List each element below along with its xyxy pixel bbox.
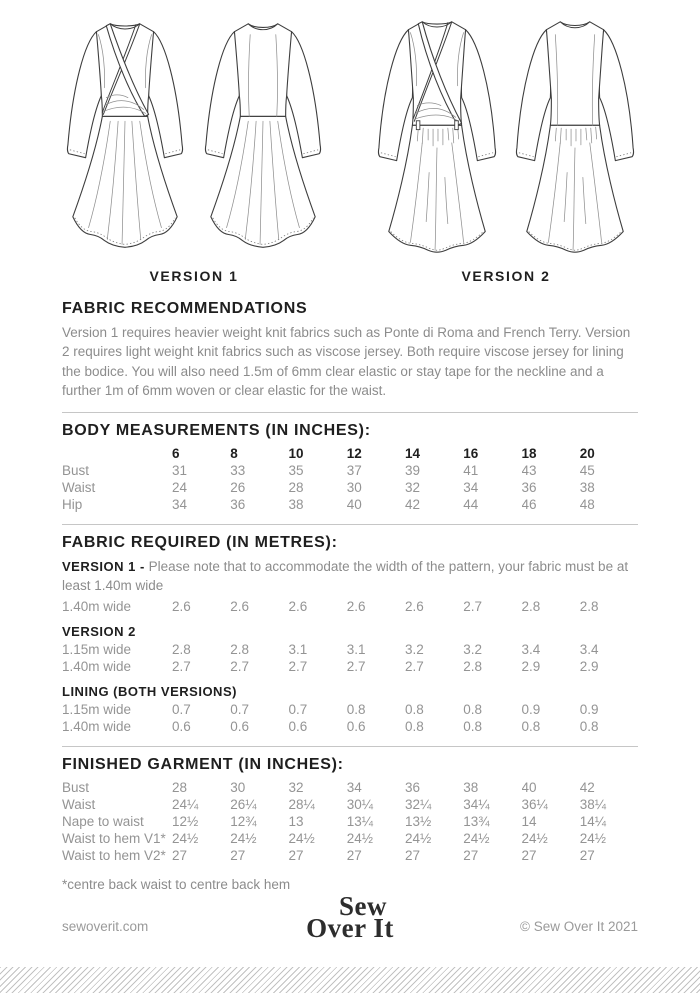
table-cell: 0.6 — [346, 719, 366, 735]
table-row — [62, 796, 638, 813]
logo-line-2: Over It — [306, 913, 394, 944]
copyright-text: © Sew Over It 2021 — [520, 919, 638, 934]
table-cell: 24½ — [405, 831, 432, 847]
version-1-back-illustration — [199, 14, 327, 262]
table-cell: 12¾ — [230, 814, 257, 830]
table-cell: 37 — [346, 462, 362, 478]
row-label: 1.15m wide — [62, 642, 132, 658]
version-2-back-illustration — [511, 14, 639, 262]
table-row — [62, 847, 638, 864]
table-cell: 0.9 — [521, 702, 541, 718]
table-cell: 39 — [405, 462, 421, 478]
table-cell: 2.8 — [463, 659, 483, 675]
table-cell: 2.9 — [579, 659, 599, 675]
table-cell: 32 — [288, 780, 304, 796]
table-cell: 32¼ — [405, 797, 432, 813]
table-cell: 0.9 — [579, 702, 599, 718]
table-row — [62, 479, 638, 496]
table-cell: 2.8 — [230, 642, 250, 658]
table-cell: 35 — [288, 462, 304, 478]
table-cell: 0.6 — [172, 719, 191, 735]
table-cell: 27 — [230, 848, 246, 864]
fabric-recommendations-heading: FABRIC RECOMMENDATIONS — [62, 300, 308, 317]
table-cell: 30 — [230, 780, 246, 796]
size-header-cell: 18 — [521, 445, 537, 461]
size-header-cell: 8 — [230, 445, 238, 461]
row-label: Waist to hem V1* — [62, 831, 166, 847]
table-cell: 34¼ — [463, 797, 490, 813]
table-cell: 40 — [346, 496, 362, 512]
table-row — [62, 813, 638, 830]
table-cell: 30 — [346, 479, 362, 495]
fabric-recommendations-section — [62, 300, 638, 401]
body-measurements-section — [62, 422, 638, 513]
version-1-front-illustration — [61, 14, 189, 262]
table-row — [62, 462, 638, 479]
row-label: 1.40m wide — [62, 599, 132, 615]
table-cell: 27 — [521, 848, 537, 864]
table-cell: 38¼ — [579, 797, 607, 813]
fabric-required-v2-table — [62, 641, 638, 675]
table-cell: 40 — [521, 780, 537, 796]
table-cell: 26 — [230, 479, 246, 495]
table-cell: 24½ — [521, 831, 548, 847]
table-cell: 2.8 — [579, 599, 599, 615]
row-label: Nape to waist — [62, 814, 144, 830]
table-cell: 0.8 — [579, 719, 599, 735]
table-cell: 2.9 — [521, 659, 541, 675]
body-measurements-table — [62, 445, 638, 513]
version-2-subheading: VERSION 2 — [62, 624, 136, 640]
finished-garment-footnote: *centre back waist to centre back hem — [62, 877, 291, 893]
table-cell: 44 — [463, 496, 479, 512]
version-1-note — [62, 557, 638, 596]
row-label: 1.40m wide — [62, 659, 132, 675]
lining-subheading: LINING (BOTH VERSIONS) — [62, 684, 237, 700]
table-cell: 0.8 — [405, 702, 424, 718]
table-row — [62, 830, 638, 847]
table-cell: 0.6 — [230, 719, 250, 735]
row-label: Bust — [62, 462, 90, 478]
table-cell: 3.1 — [346, 642, 366, 658]
table-cell: 26¼ — [230, 797, 257, 813]
table-cell: 3.2 — [405, 642, 424, 658]
table-cell: 24½ — [346, 831, 374, 847]
version-1-note-text: Please note that to accommodate the width of the pattern, your fabric must be at least 1.40m wide — [62, 558, 629, 594]
table-cell: 38 — [288, 496, 304, 512]
table-cell: 34 — [463, 479, 479, 495]
decorative-stripes — [0, 967, 700, 993]
size-header-cell: 12 — [346, 445, 362, 461]
website-link[interactable]: sewoverit.com — [62, 919, 149, 934]
table-cell: 0.8 — [463, 719, 483, 735]
size-header-cell: 6 — [172, 445, 180, 461]
table-cell: 27 — [463, 848, 479, 864]
size-header-cell: 16 — [463, 445, 479, 461]
table-cell: 24½ — [579, 831, 607, 847]
footer — [62, 891, 638, 953]
row-label: Waist — [62, 797, 96, 813]
table-cell: 32 — [405, 479, 421, 495]
fabric-required-heading: FABRIC REQUIRED (IN METRES): — [62, 533, 338, 551]
table-cell: 0.8 — [346, 702, 366, 718]
table-cell: 36 — [405, 780, 421, 796]
version-1-subheading: VERSION 1 - — [62, 558, 145, 574]
logo-line-1: Sew — [338, 891, 387, 921]
size-header-cell: 10 — [288, 445, 304, 461]
garment-illustrations — [0, 0, 700, 284]
table-cell: 13¼ — [346, 814, 374, 830]
row-label: 1.40m wide — [62, 719, 132, 735]
table-row — [62, 718, 638, 735]
content — [0, 300, 700, 892]
table-cell: 2.7 — [288, 659, 308, 675]
table-cell: 27 — [346, 848, 362, 864]
table-cell: 2.6 — [172, 599, 191, 615]
row-label: Bust — [62, 780, 90, 796]
row-label: Hip — [62, 496, 83, 512]
table-cell: 42 — [579, 780, 595, 796]
table-row — [62, 598, 638, 615]
table-cell: 0.8 — [463, 702, 483, 718]
size-header-row — [62, 445, 638, 462]
table-cell: 31 — [172, 462, 188, 478]
table-cell: 13¾ — [463, 814, 490, 830]
table-cell: 2.7 — [346, 659, 366, 675]
table-cell: 46 — [521, 496, 537, 512]
table-cell: 27 — [579, 848, 595, 864]
size-header-cell: 20 — [579, 445, 595, 461]
table-cell: 24½ — [288, 831, 315, 847]
table-cell: 28¼ — [288, 797, 315, 813]
table-cell: 2.7 — [463, 599, 483, 615]
divider — [62, 412, 638, 413]
table-row — [62, 641, 638, 658]
table-cell: 3.4 — [579, 642, 599, 658]
table-cell: 24½ — [230, 831, 257, 847]
table-cell: 0.8 — [405, 719, 424, 735]
table-cell: 2.6 — [230, 599, 250, 615]
table-cell: 0.6 — [288, 719, 308, 735]
finished-garment-table — [62, 779, 638, 864]
divider — [62, 524, 638, 525]
table-cell: 0.7 — [230, 702, 250, 718]
table-row — [62, 496, 638, 513]
table-cell: 28 — [288, 479, 304, 495]
table-cell: 2.8 — [172, 642, 191, 658]
table-row — [62, 701, 638, 718]
table-cell: 24 — [172, 479, 188, 495]
table-cell: 36 — [521, 479, 537, 495]
table-cell: 38 — [579, 479, 595, 495]
table-cell: 24½ — [172, 831, 199, 847]
table-cell: 34 — [346, 780, 362, 796]
fabric-required-section — [62, 534, 638, 736]
table-cell: 33 — [230, 462, 246, 478]
divider — [62, 746, 638, 747]
table-cell: 28 — [172, 780, 188, 796]
row-label: 1.15m wide — [62, 702, 132, 718]
table-cell: 2.7 — [405, 659, 424, 675]
table-cell: 2.6 — [288, 599, 308, 615]
version-1-caption: VERSION 1 — [149, 268, 239, 284]
table-cell: 13 — [288, 814, 304, 830]
table-cell: 2.7 — [230, 659, 250, 675]
fabric-required-lining-table — [62, 701, 638, 735]
table-row — [62, 779, 638, 796]
table-cell: 38 — [463, 780, 479, 796]
table-cell: 3.1 — [288, 642, 308, 658]
table-cell: 24¼ — [172, 797, 199, 813]
table-cell: 27 — [172, 848, 188, 864]
fabric-recommendations-body: Version 1 requires heavier weight knit fabrics such as Ponte di Roma and French Terry. Version 2 requires light weight knit fabrics such as viscose jersey. Both require viscose jersey for lining the bodice. You will also need 1.5m of 6mm clear elastic or stay tape for the neckline and a further 1m of 6mm woven or clear elastic for the waist. — [62, 325, 631, 399]
row-label: Waist — [62, 479, 96, 495]
fabric-required-v1-table — [62, 598, 638, 615]
table-cell: 14¼ — [579, 814, 607, 830]
table-cell: 34 — [172, 496, 188, 512]
table-cell: 2.6 — [346, 599, 366, 615]
table-cell: 27 — [288, 848, 304, 864]
table-cell: 24½ — [463, 831, 490, 847]
table-cell: 12½ — [172, 814, 199, 830]
version-2-front-illustration — [373, 14, 501, 262]
table-cell: 41 — [463, 462, 479, 478]
table-cell: 0.7 — [172, 702, 191, 718]
table-cell: 14 — [521, 814, 537, 830]
row-label — [62, 445, 172, 462]
table-cell: 0.7 — [288, 702, 308, 718]
table-cell: 13½ — [405, 814, 432, 830]
version-2-caption: VERSION 2 — [461, 268, 551, 284]
table-cell: 2.6 — [405, 599, 424, 615]
table-cell: 43 — [521, 462, 537, 478]
finished-garment-section — [62, 756, 638, 892]
table-row — [62, 658, 638, 675]
table-cell: 42 — [405, 496, 421, 512]
finished-garment-heading: FINISHED GARMENT (IN INCHES): — [62, 756, 344, 774]
row-label: Waist to hem V2* — [62, 848, 166, 864]
table-cell: 27 — [405, 848, 421, 864]
version-2-group — [373, 14, 639, 284]
table-cell: 48 — [579, 496, 595, 512]
sew-over-it-logo — [306, 891, 394, 944]
table-cell: 36 — [230, 496, 246, 512]
table-cell: 2.7 — [172, 659, 191, 675]
table-cell: 3.4 — [521, 642, 541, 658]
table-cell: 3.2 — [463, 642, 483, 658]
table-cell: 30¼ — [346, 797, 374, 813]
table-cell: 0.8 — [521, 719, 541, 735]
table-cell: 45 — [579, 462, 595, 478]
table-cell: 36¼ — [521, 797, 548, 813]
size-header-cell: 14 — [405, 445, 421, 461]
table-cell: 2.8 — [521, 599, 541, 615]
version-1-group — [61, 14, 327, 284]
body-measurements-heading: BODY MEASUREMENTS (IN INCHES): — [62, 421, 371, 439]
